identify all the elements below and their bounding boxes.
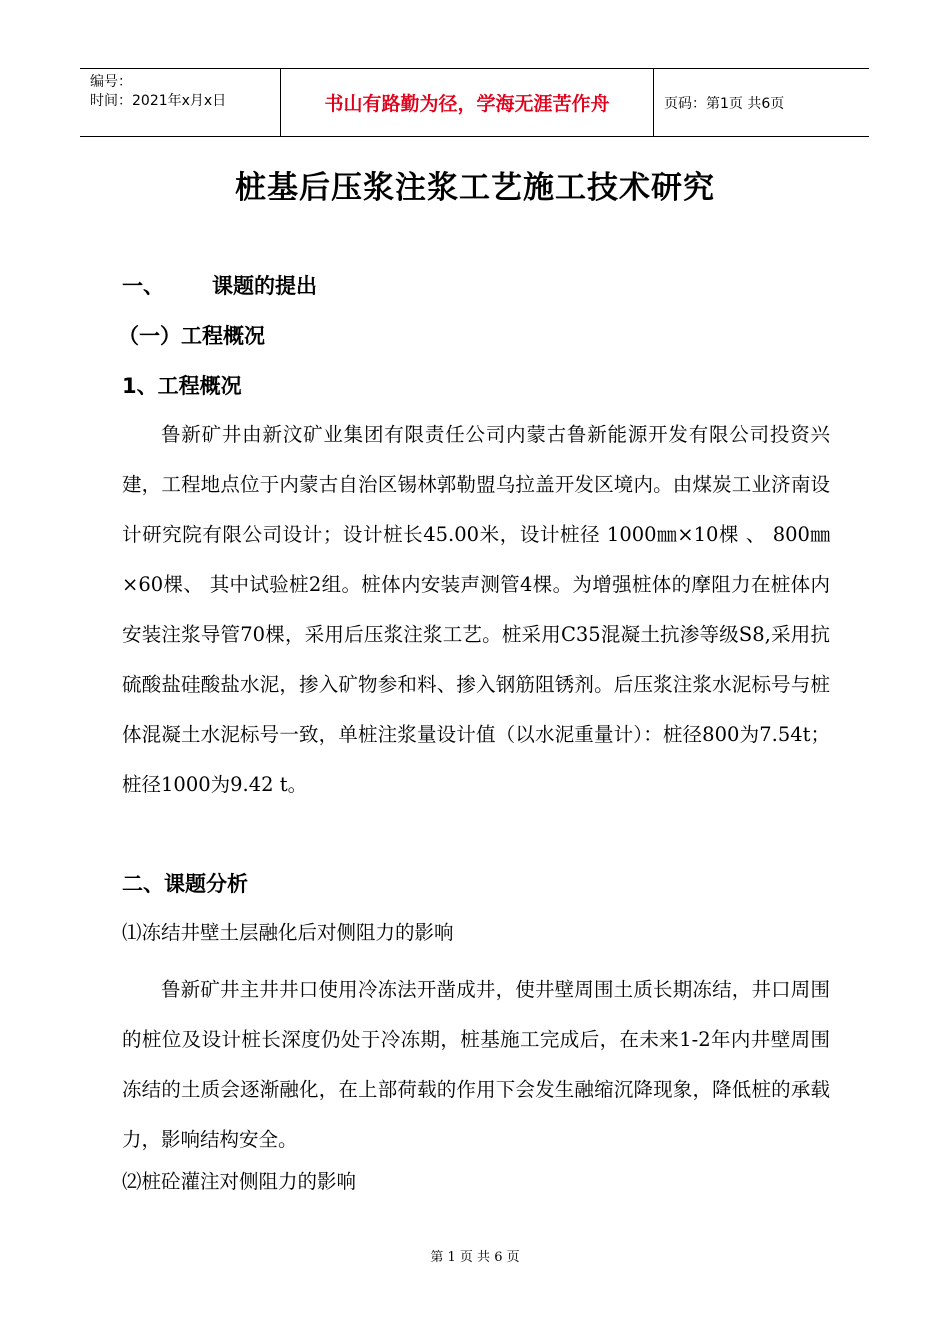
page-info-text: 页码：第1页 共6页 [664,95,785,112]
analysis-item-1-paragraph: 鲁新矿井主井井口使用冷冻法开凿成井，使井壁周围土质长期冻结，井口周围的桩位及设计桩长深度仍处于冷冻期，桩基施工完成后，在未来1-2年内井壁周围冻结的土质会逐渐融化，在上部荷载的作用下会发生融缩沉降现象，降低桩的承载力，影响结构安全。 [122,978,830,1151]
motto-cell [281,69,654,136]
subsubsection-heading-1: 1、工程概况 [122,374,242,398]
section-heading-1 [122,270,317,300]
motto-text: 书山有路勤为径，学海无涯苦作舟 [324,93,610,115]
page-footer: 第 1 页 共 6 页 [430,1250,520,1265]
section-heading-2: 二、课题分析 [122,872,248,896]
analysis-item-1: ⑴冻结井壁土层融化后对侧阻力的影响 [122,921,454,944]
header-table [80,68,869,137]
section-title-1: 课题的提出 [212,274,317,298]
page-info-cell [654,69,869,136]
project-overview-paragraph: 鲁新矿井由新汶矿业集团有限责任公司内蒙古鲁新能源开发有限公司投资兴建，工程地点位于内蒙古自治区锡林郭勒盟乌拉盖开发区境内。由煤炭工业济南设计研究院有限公司设计；设计桩长45.00米，设计桩径 1000㎜×10棵 、 800㎜×60棵、 其中试验桩2组。桩体内安装声测管4棵。为增强桩体的摩阻力在桩体内安装注浆导管70棵，采用后压浆注浆工艺。桩采用C35混凝土抗渗等级S8,采用抗硫酸盐硅酸盐水泥，掺入矿物参和料、掺入钢筋阻锈剂。后压浆注浆水泥标号与桩体混凝土水泥标号一致，单桩注浆量设计值（以水泥重量计）：桩径800为7.54t；桩径1000为9.42 t。 [122,423,830,796]
document-title: 桩基后压浆注浆工艺施工技术研究 [235,170,715,206]
number-label: 编号： [90,74,132,90]
header-meta-cell [80,69,281,136]
time-label: 时间：2021年x月x日 [90,93,227,109]
section-number-1: 一、 [122,274,164,298]
subsection-heading-1: （一）工程概况 [118,324,265,348]
analysis-item-2: ⑵桩砼灌注对侧阻力的影响 [122,1170,357,1193]
